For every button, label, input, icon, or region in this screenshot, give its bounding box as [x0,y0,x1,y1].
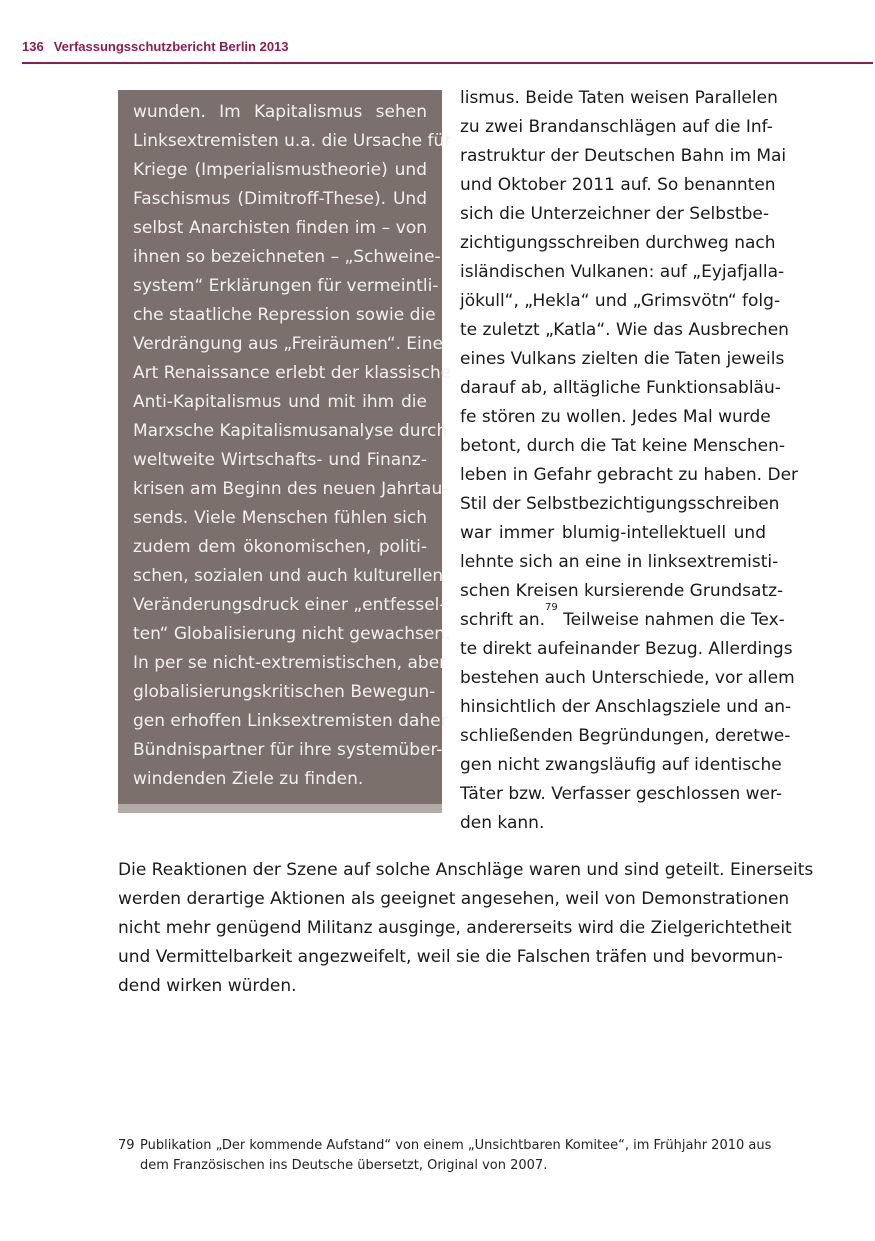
page-number: 136 [22,39,44,54]
paragraph-line: dend wirken würden. [118,976,297,996]
body-line: schen Kreisen kursierende Grundsatz- [460,581,784,601]
sidebox-line: system“ Erklärungen für vermeintli- [133,276,439,296]
sidebox-line: wunden. Im Kapitalismus sehen [133,102,427,122]
sidebox-line: globalisierungskritischen Bewegun- [133,682,436,702]
body-line: leben in Gefahr gebracht zu haben. Der [460,465,799,485]
sidebox-line: gen erhoffen Linksextremisten daher [133,711,448,731]
body-line: jökull“, „Hekla“ und „Grimsvötn“ folg- [460,291,781,311]
body-line: bestehen auch Unterschiede, vor allem [460,668,795,688]
sidebox-line: Anti-Kapitalismus und mit ihm die [133,392,427,412]
paragraph-line: Die Reaktionen der Szene auf solche Anschläge waren und sind geteilt. Einerseits [118,860,814,880]
body-line: war immer blumig-intellektuell und [460,523,766,543]
footnote-ref[interactable]: 79 [545,602,558,613]
line-start: schrift an. [460,610,546,630]
sidebox-line: Faschismus (Dimitroff-These). Und [133,189,427,209]
footnote-number: 79 [118,1138,135,1153]
sidebox-line: Verdrängung aus „Freiräumen“. Eine [133,334,444,354]
sidebox-line: Veränderungsdruck einer „entfessel- [133,595,446,615]
sidebox-text [133,98,452,794]
body-line-with-footnote [460,602,785,635]
body-line: hinsichtlich der Anschlagsziele und an- [460,697,792,717]
body-line: te direkt aufeinander Bezug. Allerdings [460,639,793,659]
body-line: Stil der Selbstbezichtigungsschreiben [460,494,780,514]
body-line: rastruktur der Deutschen Bahn im Mai [460,146,787,166]
body-line: und Oktober 2011 auf. So benannten [460,175,776,195]
sidebox-line: ihnen so bezeichneten – „Schweine- [133,247,441,267]
sidebox-line: weltweite Wirtschafts- und Finanz- [133,450,427,470]
report-title: Verfassungsschutzbericht Berlin 2013 [53,39,289,54]
footnote [118,1136,778,1176]
footnote-text: Publikation „Der kommende Aufstand“ von einem „Unsichtbaren Komitee“, im Frühjahr 2010 aus dem Französischen ins Deutsche übersetzt, Original von 2007. [140,1138,772,1173]
body-line: zu zwei Brandanschlägen auf die Inf- [460,117,773,137]
sidebox-line: Bündnispartner für ihre systemüber- [133,740,443,760]
sidebox-line: che staatliche Repression sowie die [133,305,436,325]
body-line: Täter bzw. Verfasser geschlossen wer- [460,784,783,804]
sidebox-line: krisen am Beginn des neuen Jahrtau- [133,479,449,499]
header-text [22,39,289,54]
info-sidebox [118,90,452,813]
sidebox-line: zudem dem ökonomischen, politi- [133,537,427,557]
paragraph-line: und Vermittelbarkeit angezweifelt, weil sie die Falschen träfen und bevormun- [118,947,783,967]
body-line: zichtigungsschreiben durchweg nach [460,233,776,253]
paragraph-line: nicht mehr genügend Militanz ausginge, andererseits wird die Zielgerichtetheit [118,918,792,938]
body-line: sich die Unterzeichner der Selbstbe- [460,204,769,224]
body-line: fe stören zu wollen. Jedes Mal wurde [460,407,771,427]
body-line: lehnte sich an eine in linksextremisti- [460,552,779,572]
body-line: lismus. Beide Taten weisen Parallelen [460,88,778,108]
sidebox-line: Marxsche Kapitalismusanalyse durch [133,421,448,441]
body-line: den kann. [460,813,545,833]
sidebox-line: Kriege (Imperialismustheorie) und [133,160,427,180]
sidebox-line: schen, sozialen und auch kulturellen [133,566,444,586]
body-line: betont, durch die Tat keine Menschen- [460,436,786,456]
body-line: isländischen Vulkanen: auf „Eyjafjalla- [460,262,785,282]
sidebox-line: In per se nicht-extremistischen, aber [133,653,447,673]
sidebox-line: selbst Anarchisten finden im – von [133,218,427,238]
body-line: eines Vulkans zielten die Taten jeweils [460,349,785,369]
sidebox-line: ten“ Globalisierung nicht gewachsen. [133,624,451,644]
body-line: te zuletzt „Katla“. Wie das Ausbrechen [460,320,789,340]
full-width-paragraph [118,856,814,1001]
line-rest: Teilweise nahmen die Tex- [557,610,785,630]
running-header [22,39,873,64]
paragraph-line: werden derartige Aktionen als geeignet angesehen, weil von Demonstrationen [118,889,790,909]
sidebox-line: sends. Viele Menschen fühlen sich [133,508,427,528]
body-line: gen nicht zwangsläufig auf identische [460,755,782,775]
right-column-text [460,84,799,838]
sidebox-line: Linksextremisten u.a. die Ursache für [133,131,452,151]
sidebox-line: Art Renaissance erlebt der klassische [133,363,452,383]
body-line: darauf ab, alltägliche Funktionsabläu- [460,378,781,398]
sidebox-line: windenden Ziele zu finden. [133,769,364,789]
body-line: schließenden Begründungen, deretwe- [460,726,791,746]
